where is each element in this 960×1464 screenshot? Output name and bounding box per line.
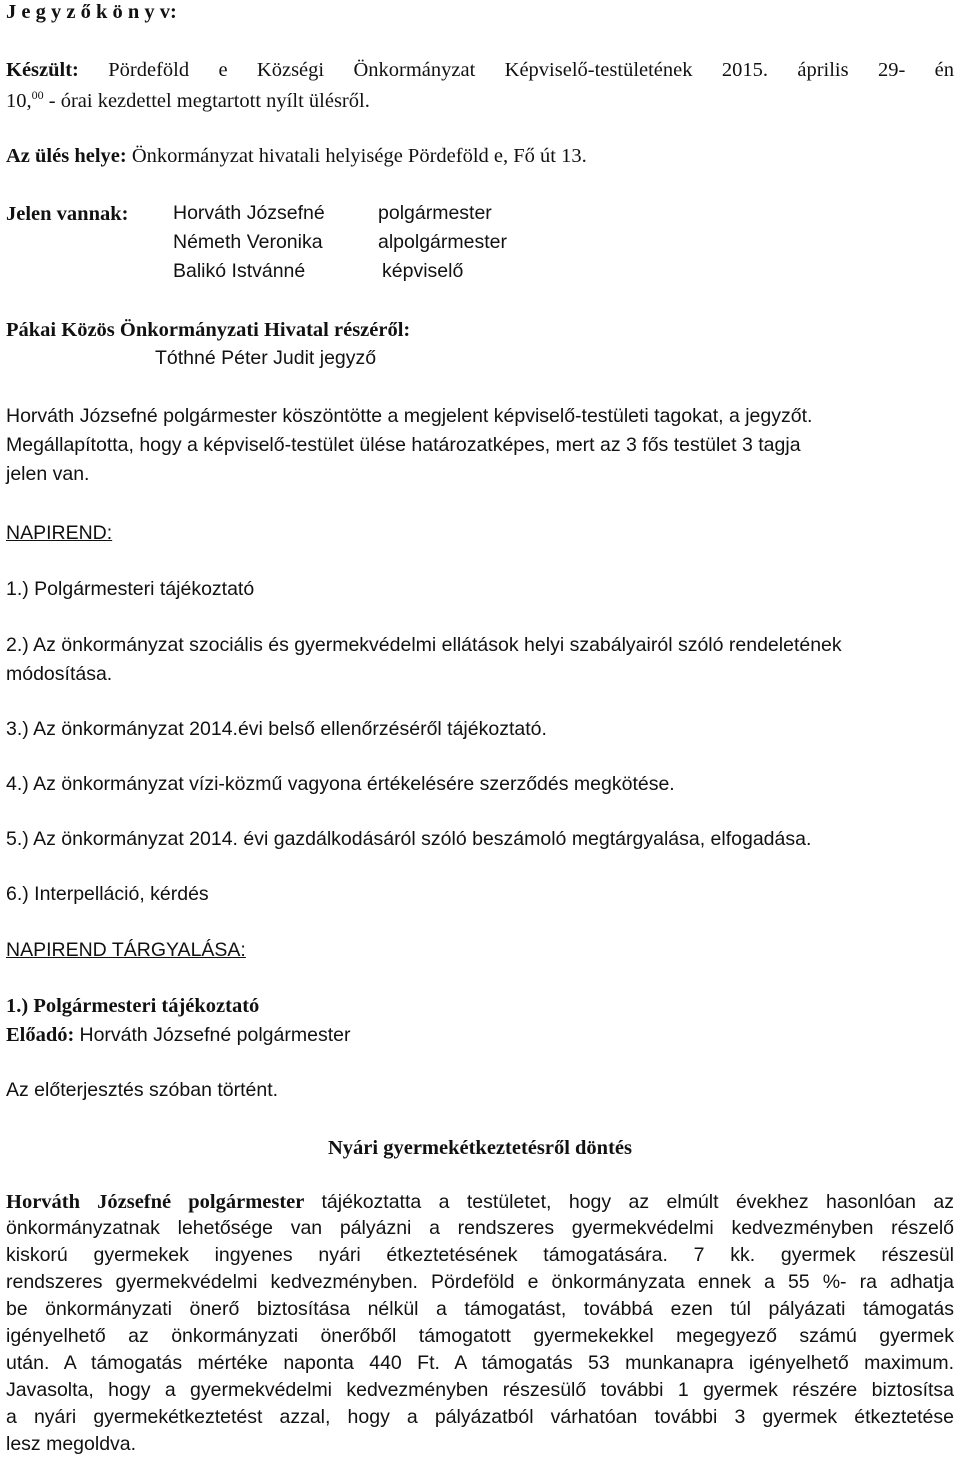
body-line: lesz megoldva. [6, 1433, 137, 1455]
agenda-item: 3.) Az önkormányzat 2014.évi belső ellenőrzéséről tájékoztató. [6, 718, 547, 740]
meeting-location [6, 146, 587, 167]
location-label: Az ülés helye: [6, 145, 127, 167]
attendee-name: Horváth Józsefné [173, 202, 325, 224]
intro-line: Megállapította, hogy a képviselő-testület ülése határozatképes, mert az 3 fős testület 3 tagja [6, 434, 801, 456]
presenter-line [6, 1025, 350, 1046]
document-title: J e g y z ő k ö n y v: [6, 1, 177, 23]
body-line: be önkormányzati önerő biztosítása nélkül a támogatást, továbbá ezen túl pályázati támogatás [6, 1298, 954, 1320]
agenda-item: 4.) Az önkormányzat vízi-közmű vagyona értékelésére szerződés megkötése. [6, 773, 675, 795]
presenter-text: Horváth Józsefné polgármester [79, 1024, 351, 1046]
speaker-name: Horváth Józsefné polgármester [6, 1191, 305, 1213]
keszult-line-2: 10,00 - órai kezdettel megtartott nyílt ülésről. [6, 88, 370, 112]
keszult-text: Pördeföld e Községi Önkormányzat Képviselő-testületének 2015. április 29- én [108, 59, 955, 81]
intro-line: Horváth Józsefné polgármester köszöntötte a megjelent képviselő-testületi tagokat, a jegyzőt. [6, 405, 813, 427]
keszult-line-1 [6, 60, 954, 81]
agenda-heading: NAPIREND: [6, 522, 113, 544]
agenda-item: 5.) Az önkormányzat 2014. évi gazdálkodásáról szóló beszámoló megtárgyalása, elfogadása. [6, 828, 812, 850]
body-line: után. A támogatás mértéke naponta 440 Ft. A támogatás 53 munkanapra igényelhető maximum. [6, 1352, 954, 1374]
attendee-name: Németh Veronika [173, 231, 323, 253]
section-title: Nyári gyermekétkeztetésről döntés [328, 1137, 632, 1159]
keszult-label: Készült: [6, 59, 79, 81]
attendee-role: alpolgármester [378, 231, 507, 253]
body-line: önkormányzatnak lehetősége van pályázni a rendszeres gyermekvédelmi kedvezményben részelő [6, 1217, 954, 1239]
body-line: Javasolta, hogy a gyermekvédelmi kedvezményben részesülő további 1 gyermek részére biztosítsa [6, 1379, 954, 1401]
location-text: Önkormányzat hivatali helyisége Pördeföld e, Fő út 13. [131, 145, 587, 167]
agenda-item: 2.) Az önkormányzat szociális és gyermekvédelmi ellátások helyi szabályairól szóló rendeletének [6, 634, 842, 656]
presentation-note: Az előterjesztés szóban történt. [6, 1079, 279, 1101]
intro-line: jelen van. [6, 463, 90, 485]
attendee-name: Balikó Istvánné [173, 260, 306, 282]
office-label: Pákai Közös Önkormányzati Hivatal részéről: [6, 319, 411, 341]
presenter-label: Előadó: [6, 1024, 75, 1046]
agenda-item: 6.) Interpelláció, kérdés [6, 883, 209, 905]
agenda-item-continuation: módosítása. [6, 663, 113, 685]
body-line: kiskorú gyermekek ingyenes nyári étkeztetésének támogatására. 7 kk. gyermek részesül [6, 1244, 954, 1266]
body-line: igényelhető az önkormányzati önerőből támogatott gyermekekkel megegyező számú gyermek [6, 1325, 954, 1347]
attendees-label: Jelen vannak: [6, 203, 129, 225]
body-line: a nyári gyermekétkeztetést azzal, hogy a pályázatból várhatóan további 3 gyermek étkeztetése [6, 1406, 954, 1428]
office-person: Tóthné Péter Judit jegyző [155, 347, 377, 369]
discussion-item-title: 1.) Polgármesteri tájékoztató [6, 995, 260, 1017]
attendee-role: polgármester [378, 202, 492, 224]
agenda-item: 1.) Polgármesteri tájékoztató [6, 578, 255, 600]
body-line: Horváth Józsefné polgármester tájékoztatta a testületet, hogy az elmúlt évekhez hasonlóan az [6, 1191, 954, 1213]
body-line: rendszeres gyermekvédelmi kedvezményben. Pördeföld e önkormányzata ennek a 55 %- ra adhatja [6, 1271, 954, 1293]
discussion-heading: NAPIREND TÁRGYALÁSA: [6, 939, 246, 961]
attendee-role: képviselő [382, 260, 464, 282]
time-superscript: 00 [31, 88, 44, 102]
